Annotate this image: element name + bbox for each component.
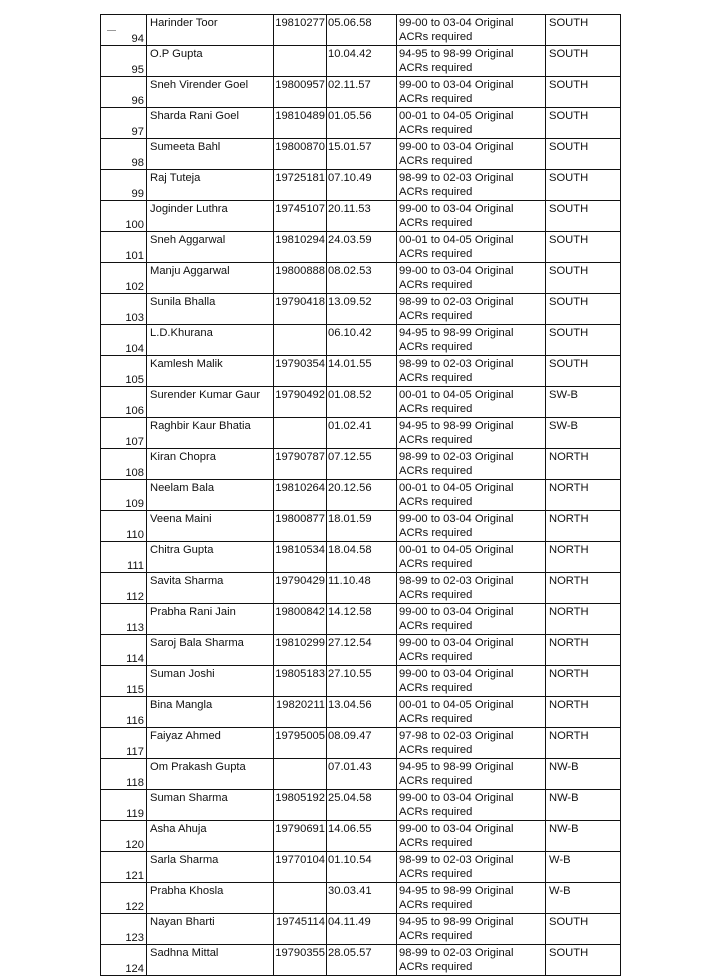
serial-number-cell (101, 325, 147, 356)
acr-period-cell: 94-95 to 98-99 Original ACRs required (397, 914, 546, 945)
serial-number-cell (101, 759, 147, 790)
employee-name-cell: Suman Joshi (147, 666, 274, 697)
table-row (101, 356, 621, 387)
serial-number: 107 (125, 436, 144, 448)
serial-number-cell (101, 542, 147, 573)
table-row (101, 604, 621, 635)
date-of-birth-cell: 30.03.41 (327, 883, 397, 914)
table-row (101, 294, 621, 325)
serial-number-cell (101, 15, 147, 46)
date-of-birth-cell: 08.09.47 (327, 728, 397, 759)
zone-cell: NORTH (546, 728, 621, 759)
acr-period-cell: 98-99 to 02-03 Original ACRs required (397, 852, 546, 883)
employee-name-cell: Sneh Virender Goel (147, 77, 274, 108)
table-row (101, 945, 621, 976)
serial-number-cell (101, 511, 147, 542)
zone-cell: SOUTH (546, 139, 621, 170)
serial-number: 122 (125, 901, 144, 913)
employee-id-cell: 19770104 (274, 852, 327, 883)
zone-cell: SOUTH (546, 945, 621, 976)
acr-period-cell: 97-98 to 02-03 Original ACRs required (397, 728, 546, 759)
acr-period-cell: 98-99 to 02-03 Original ACRs required (397, 356, 546, 387)
serial-number: 119 (126, 808, 144, 820)
table-row (101, 201, 621, 232)
zone-cell: NORTH (546, 573, 621, 604)
acr-period-cell: 99-00 to 03-04 Original ACRs required (397, 821, 546, 852)
employee-id-cell: 19745114 (274, 914, 327, 945)
acr-period-cell: 94-95 to 98-99 Original ACRs required (397, 883, 546, 914)
employee-id-cell: 19810534 (274, 542, 327, 573)
employee-id-cell: 19790787 (274, 449, 327, 480)
table-row (101, 418, 621, 449)
acr-period-cell: 98-99 to 02-03 Original ACRs required (397, 449, 546, 480)
employee-id-cell: 19725181 (274, 170, 327, 201)
acr-period-cell: 00-01 to 04-05 Original ACRs required (397, 232, 546, 263)
table-row (101, 883, 621, 914)
zone-cell: NORTH (546, 604, 621, 635)
employee-id-cell: 19800888 (274, 263, 327, 294)
serial-number: 114 (126, 653, 144, 665)
acr-period-cell: 99-00 to 03-04 Original ACRs required (397, 790, 546, 821)
serial-number: 110 (126, 529, 144, 541)
serial-number-cell (101, 232, 147, 263)
serial-number-cell (101, 728, 147, 759)
zone-cell: NORTH (546, 635, 621, 666)
employee-id-cell: 19790691 (274, 821, 327, 852)
date-of-birth-cell: 11.10.48 (327, 573, 397, 604)
acr-period-cell: 00-01 to 04-05 Original ACRs required (397, 697, 546, 728)
acr-period-cell: 94-95 to 98-99 Original ACRs required (397, 418, 546, 449)
acr-table (100, 14, 621, 976)
date-of-birth-cell: 05.06.58 (327, 15, 397, 46)
zone-cell: W-B (546, 852, 621, 883)
date-of-birth-cell: 13.09.52 (327, 294, 397, 325)
zone-cell: NW-B (546, 821, 621, 852)
employee-id-cell: 19810294 (274, 232, 327, 263)
table-row (101, 170, 621, 201)
table-row (101, 15, 621, 46)
employee-name-cell: Kamlesh Malik (147, 356, 274, 387)
serial-number-cell (101, 573, 147, 604)
zone-cell: SW-B (546, 387, 621, 418)
employee-name-cell: Asha Ahuja (147, 821, 274, 852)
acr-period-cell: 99-00 to 03-04 Original ACRs required (397, 77, 546, 108)
serial-number-cell (101, 604, 147, 635)
date-of-birth-cell: 27.10.55 (327, 666, 397, 697)
table-row (101, 387, 621, 418)
employee-name-cell: Neelam Bala (147, 480, 274, 511)
serial-number: 124 (125, 963, 144, 975)
table-row (101, 728, 621, 759)
date-of-birth-cell: 01.08.52 (327, 387, 397, 418)
employee-name-cell: Surender Kumar Gaur (147, 387, 274, 418)
date-of-birth-cell: 10.04.42 (327, 46, 397, 77)
acr-period-cell: 94-95 to 98-99 Original ACRs required (397, 759, 546, 790)
employee-id-cell: 19800957 (274, 77, 327, 108)
employee-id-cell (274, 46, 327, 77)
acr-period-cell: 99-00 to 03-04 Original ACRs required (397, 511, 546, 542)
date-of-birth-cell: 01.05.56 (327, 108, 397, 139)
serial-number: 108 (125, 467, 144, 479)
zone-cell: SW-B (546, 418, 621, 449)
date-of-birth-cell: 25.04.58 (327, 790, 397, 821)
serial-number-cell (101, 821, 147, 852)
date-of-birth-cell: 28.05.57 (327, 945, 397, 976)
acr-table-body (101, 15, 621, 976)
serial-number: 109 (125, 498, 144, 510)
table-row (101, 449, 621, 480)
serial-number: 100 (125, 219, 144, 231)
table-row (101, 139, 621, 170)
table-row (101, 77, 621, 108)
table-row (101, 325, 621, 356)
acr-period-cell: 98-99 to 02-03 Original ACRs required (397, 945, 546, 976)
serial-number: 118 (126, 777, 144, 789)
employee-name-cell: Sarla Sharma (147, 852, 274, 883)
serial-number: 120 (125, 839, 144, 851)
serial-number-cell (101, 418, 147, 449)
date-of-birth-cell: 07.01.43 (327, 759, 397, 790)
date-of-birth-cell: 14.12.58 (327, 604, 397, 635)
serial-number: 111 (126, 560, 144, 572)
serial-number: 104 (125, 343, 144, 355)
employee-name-cell: Raj Tuteja (147, 170, 274, 201)
date-of-birth-cell: 02.11.57 (327, 77, 397, 108)
employee-id-cell (274, 759, 327, 790)
serial-number: 102 (125, 281, 144, 293)
zone-cell: SOUTH (546, 356, 621, 387)
table-row (101, 697, 621, 728)
acr-period-cell: 00-01 to 04-05 Original ACRs required (397, 480, 546, 511)
employee-id-cell: 19810277 (274, 15, 327, 46)
employee-name-cell: Faiyaz Ahmed (147, 728, 274, 759)
table-row (101, 666, 621, 697)
acr-period-cell: 00-01 to 04-05 Original ACRs required (397, 542, 546, 573)
employee-name-cell: Raghbir Kaur Bhatia (147, 418, 274, 449)
employee-name-cell: Sadhna Mittal (147, 945, 274, 976)
serial-number: 106 (125, 405, 144, 417)
table-row (101, 511, 621, 542)
table-row (101, 542, 621, 573)
serial-number-cell (101, 139, 147, 170)
zone-cell: SOUTH (546, 46, 621, 77)
serial-number: 94 (131, 33, 144, 45)
serial-number: 98 (131, 157, 144, 169)
zone-cell: SOUTH (546, 914, 621, 945)
serial-number-cell (101, 480, 147, 511)
employee-name-cell: Bina Mangla (147, 697, 274, 728)
serial-number-cell (101, 170, 147, 201)
serial-number: 105 (125, 374, 144, 386)
zone-cell: NORTH (546, 511, 621, 542)
acr-period-cell: 98-99 to 02-03 Original ACRs required (397, 294, 546, 325)
serial-number-cell (101, 697, 147, 728)
table-row (101, 108, 621, 139)
employee-name-cell: Suman Sharma (147, 790, 274, 821)
serial-number: 121 (125, 870, 144, 882)
acr-period-cell: 99-00 to 03-04 Original ACRs required (397, 201, 546, 232)
employee-name-cell: Sneh Aggarwal (147, 232, 274, 263)
date-of-birth-cell: 01.10.54 (327, 852, 397, 883)
zone-cell: SOUTH (546, 170, 621, 201)
employee-id-cell (274, 883, 327, 914)
table-row (101, 480, 621, 511)
zone-cell: SOUTH (546, 108, 621, 139)
date-of-birth-cell: 07.12.55 (327, 449, 397, 480)
acr-period-cell: 99-00 to 03-04 Original ACRs required (397, 139, 546, 170)
zone-cell: NORTH (546, 449, 621, 480)
employee-id-cell (274, 418, 327, 449)
serial-number-cell (101, 945, 147, 976)
employee-name-cell: Prabha Rani Jain (147, 604, 274, 635)
serial-number: 113 (126, 622, 144, 634)
serial-number-cell (101, 852, 147, 883)
serial-number-cell (101, 635, 147, 666)
employee-name-cell: Prabha Khosla (147, 883, 274, 914)
acr-period-cell: 98-99 to 02-03 Original ACRs required (397, 573, 546, 604)
date-of-birth-cell: 15.01.57 (327, 139, 397, 170)
employee-name-cell: O.P Gupta (147, 46, 274, 77)
serial-number-cell (101, 201, 147, 232)
zone-cell: NW-B (546, 759, 621, 790)
table-row (101, 46, 621, 77)
zone-cell: NORTH (546, 697, 621, 728)
serial-number-cell (101, 790, 147, 821)
date-of-birth-cell: 27.12.54 (327, 635, 397, 666)
acr-period-cell: 94-95 to 98-99 Original ACRs required (397, 46, 546, 77)
serial-number-cell (101, 294, 147, 325)
acr-period-cell: 99-00 to 03-04 Original ACRs required (397, 604, 546, 635)
date-of-birth-cell: 14.06.55 (327, 821, 397, 852)
employee-id-cell: 19790354 (274, 356, 327, 387)
zone-cell: SOUTH (546, 77, 621, 108)
date-of-birth-cell: 04.11.49 (327, 914, 397, 945)
table-row (101, 821, 621, 852)
serial-number: 96 (131, 95, 144, 107)
date-of-birth-cell: 24.03.59 (327, 232, 397, 263)
employee-name-cell: Veena Maini (147, 511, 274, 542)
employee-id-cell: 19805192 (274, 790, 327, 821)
acr-period-cell: 99-00 to 03-04 Original ACRs required (397, 15, 546, 46)
zone-cell: SOUTH (546, 263, 621, 294)
acr-period-cell: 00-01 to 04-05 Original ACRs required (397, 387, 546, 418)
serial-number: 112 (126, 591, 144, 603)
serial-number-cell (101, 77, 147, 108)
employee-name-cell: Joginder Luthra (147, 201, 274, 232)
employee-name-cell: L.D.Khurana (147, 325, 274, 356)
zone-cell: SOUTH (546, 201, 621, 232)
serial-number: 95 (131, 64, 144, 76)
serial-number: 99 (131, 188, 144, 200)
acr-period-cell: 99-00 to 03-04 Original ACRs required (397, 635, 546, 666)
zone-cell: W-B (546, 883, 621, 914)
serial-number: 115 (126, 684, 144, 696)
acr-period-cell: 98-99 to 02-03 Original ACRs required (397, 170, 546, 201)
serial-number: 103 (125, 312, 144, 324)
date-of-birth-cell: 20.12.56 (327, 480, 397, 511)
employee-name-cell: Manju Aggarwal (147, 263, 274, 294)
zone-cell: SOUTH (546, 325, 621, 356)
employee-id-cell: 19810264 (274, 480, 327, 511)
employee-id-cell: 19800842 (274, 604, 327, 635)
serial-number-cell (101, 914, 147, 945)
employee-name-cell: Harinder Toor (147, 15, 274, 46)
serial-number-cell (101, 108, 147, 139)
employee-id-cell: 19790418 (274, 294, 327, 325)
zone-cell: NORTH (546, 666, 621, 697)
employee-id-cell: 19790355 (274, 945, 327, 976)
zone-cell: NORTH (546, 480, 621, 511)
employee-id-cell: 19745107 (274, 201, 327, 232)
table-row (101, 914, 621, 945)
serial-number-cell (101, 387, 147, 418)
table-row (101, 635, 621, 666)
acr-period-cell: 99-00 to 03-04 Original ACRs required (397, 263, 546, 294)
serial-number-cell (101, 666, 147, 697)
employee-id-cell: 19820211 (274, 697, 327, 728)
date-of-birth-cell: 08.02.53 (327, 263, 397, 294)
employee-name-cell: Kiran Chopra (147, 449, 274, 480)
employee-id-cell: 19790429 (274, 573, 327, 604)
table-row (101, 852, 621, 883)
serial-number-cell (101, 356, 147, 387)
zone-cell: NORTH (546, 542, 621, 573)
serial-number: 116 (126, 715, 144, 727)
employee-id-cell: 19810489 (274, 108, 327, 139)
employee-name-cell: Sumeeta Bahl (147, 139, 274, 170)
employee-name-cell: Chitra Gupta (147, 542, 274, 573)
date-of-birth-cell: 20.11.53 (327, 201, 397, 232)
serial-number: 97 (131, 126, 144, 138)
employee-id-cell: 19800870 (274, 139, 327, 170)
employee-id-cell (274, 325, 327, 356)
employee-id-cell: 19805183 (274, 666, 327, 697)
acr-period-cell: 99-00 to 03-04 Original ACRs required (397, 666, 546, 697)
date-of-birth-cell: 13.04.56 (327, 697, 397, 728)
employee-name-cell: Savita Sharma (147, 573, 274, 604)
employee-name-cell: Nayan Bharti (147, 914, 274, 945)
zone-cell: SOUTH (546, 232, 621, 263)
date-of-birth-cell: 18.01.59 (327, 511, 397, 542)
table-row (101, 573, 621, 604)
employee-name-cell: Om Prakash Gupta (147, 759, 274, 790)
acr-period-cell: 94-95 to 98-99 Original ACRs required (397, 325, 546, 356)
date-of-birth-cell: 01.02.41 (327, 418, 397, 449)
serial-number: 117 (126, 746, 144, 758)
employee-name-cell: Sunila Bhalla (147, 294, 274, 325)
serial-number-cell (101, 263, 147, 294)
date-of-birth-cell: 18.04.58 (327, 542, 397, 573)
date-of-birth-cell: 14.01.55 (327, 356, 397, 387)
zone-cell: NW-B (546, 790, 621, 821)
employee-id-cell: 19790492 (274, 387, 327, 418)
acr-period-cell: 00-01 to 04-05 Original ACRs required (397, 108, 546, 139)
zone-cell: SOUTH (546, 15, 621, 46)
employee-id-cell: 19810299 (274, 635, 327, 666)
date-of-birth-cell: 07.10.49 (327, 170, 397, 201)
serial-number-cell (101, 449, 147, 480)
employee-id-cell: 19800877 (274, 511, 327, 542)
table-row (101, 263, 621, 294)
serial-number-cell (101, 46, 147, 77)
table-row (101, 232, 621, 263)
employee-name-cell: Saroj Bala Sharma (147, 635, 274, 666)
serial-number-cell (101, 883, 147, 914)
table-row (101, 790, 621, 821)
date-of-birth-cell: 06.10.42 (327, 325, 397, 356)
employee-name-cell: Sharda Rani Goel (147, 108, 274, 139)
table-row (101, 759, 621, 790)
serial-number: 123 (125, 932, 144, 944)
employee-id-cell: 19795005 (274, 728, 327, 759)
zone-cell: SOUTH (546, 294, 621, 325)
serial-number: 101 (125, 250, 144, 262)
